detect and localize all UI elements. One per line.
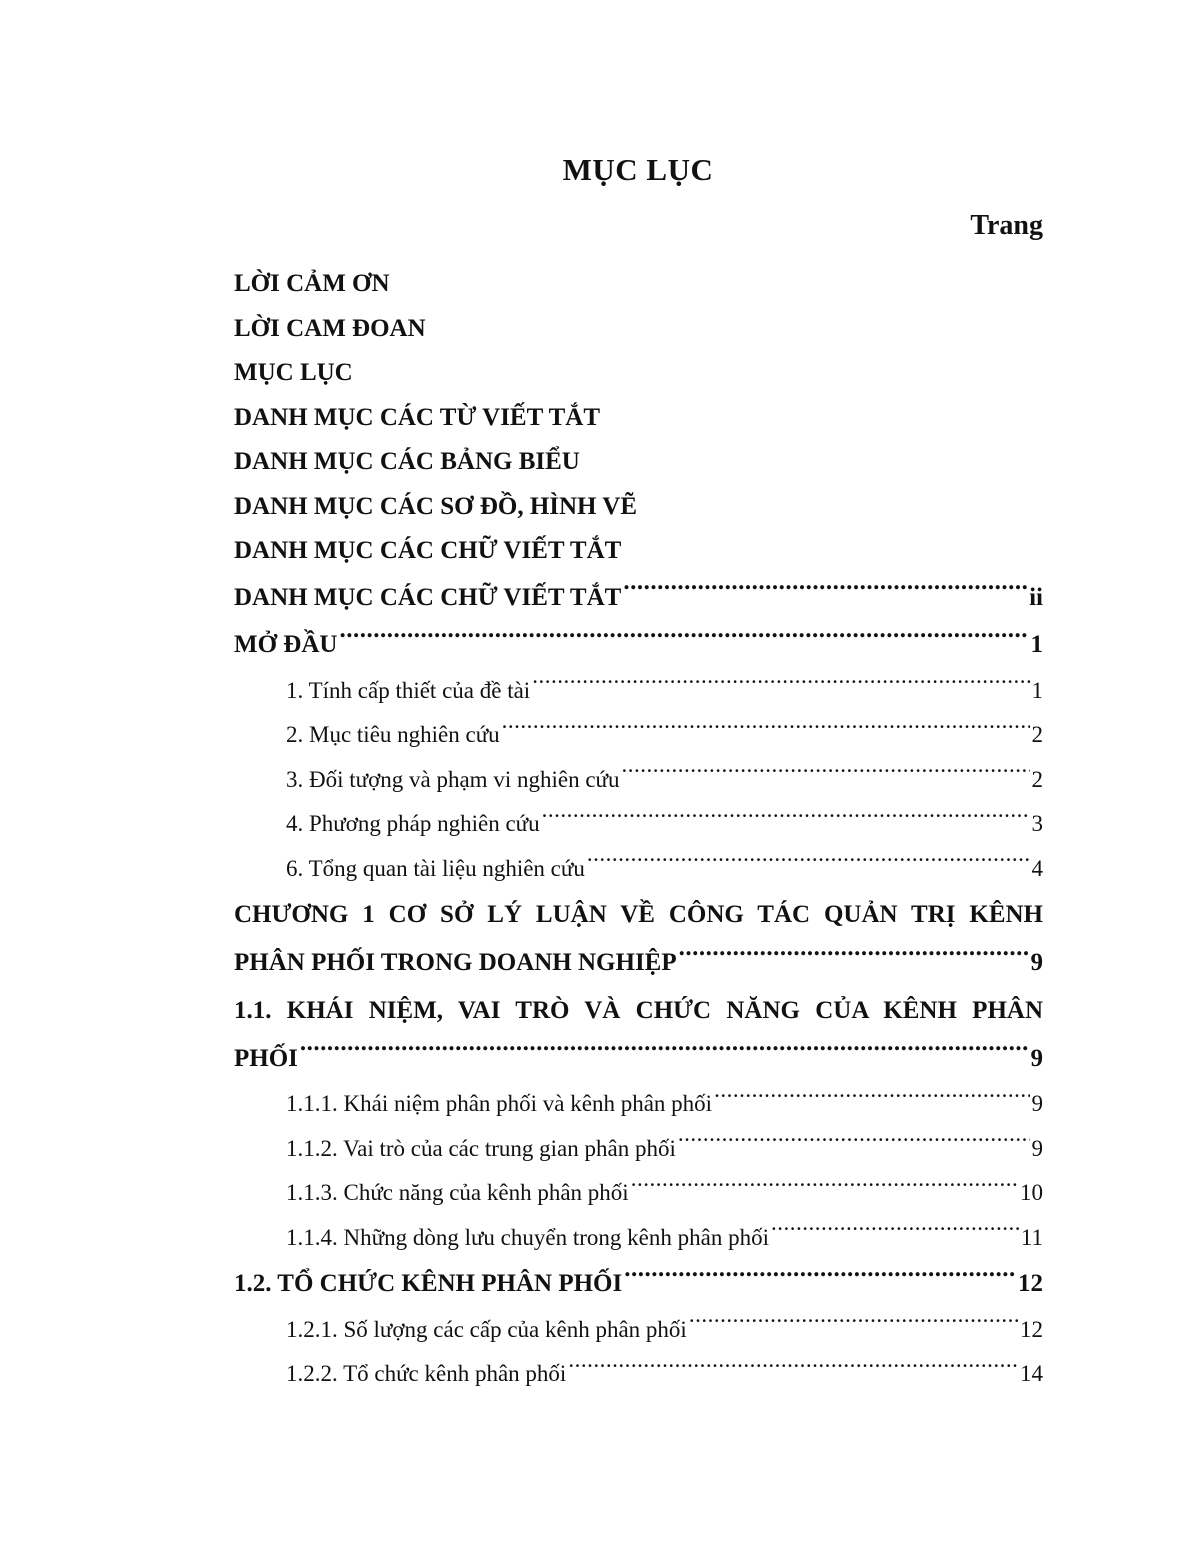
toc-entry-chuong-1-line2[interactable] (234, 939, 1043, 987)
toc-entry-muc-luc[interactable] (234, 351, 1043, 396)
toc-entry-text: DANH MỤC CÁC SƠ ĐỒ, HÌNH VẼ (234, 492, 638, 520)
dot-leader (300, 1041, 1029, 1066)
toc-page-number: 9 (1031, 1135, 1043, 1161)
toc-page-number: 10 (1020, 1180, 1043, 1205)
toc-entry-mo-dau[interactable] (234, 621, 1043, 669)
toc-page-number: ii (1029, 583, 1043, 611)
toc-page-number: 4 (1031, 855, 1043, 881)
toc-page-number: 9 (1030, 1044, 1043, 1072)
toc-entry-text: 1.1.4. Những dòng lưu chuyển trong kênh phân phối (286, 1224, 769, 1250)
dot-leader (502, 719, 1030, 742)
dot-leader (678, 1133, 1030, 1156)
dot-leader (339, 627, 1028, 652)
dot-leader (771, 1222, 1019, 1245)
toc-entry-danh-muc-chu-viet-tat-ii[interactable] (234, 574, 1043, 622)
toc-entry-danh-muc-so-do[interactable] (234, 485, 1043, 530)
dot-leader (623, 580, 1027, 605)
toc-page-number: 11 (1020, 1224, 1043, 1250)
toc-entry-text: 1.1.3. Chức năng của kênh phân phối (286, 1180, 629, 1205)
toc-entry-text: 6. Tổng quan tài liệu nghiên cứu (286, 855, 585, 881)
toc-entry-text: PHỐI (234, 1044, 298, 1072)
toc-entry-text: 1.2.1. Số lượng các cấp của kênh phân phối (286, 1316, 687, 1342)
toc-entry-2[interactable] (234, 713, 1043, 758)
toc-entry-chuong-1-line1[interactable]: CHƯƠNG 1 CƠ SỞ LÝ LUẬN VỀ CÔNG TÁC QUẢN TRỊ KÊNH (234, 901, 1043, 928)
page-column-header: Trang (970, 210, 1043, 241)
toc-entry-3[interactable] (234, 758, 1043, 803)
dot-leader (587, 853, 1030, 876)
toc-entry-1-1-line1[interactable]: 1.1. KHÁI NIỆM, VAI TRÒ VÀ CHỨC NĂNG CỦA KÊNH PHÂN (234, 996, 1043, 1024)
dot-leader (714, 1088, 1029, 1111)
toc-entry-1-2[interactable] (234, 1260, 1043, 1308)
toc-entry-1-1-3[interactable] (234, 1171, 1043, 1216)
toc-page-number: 1 (1030, 631, 1043, 658)
dot-leader (631, 1177, 1018, 1200)
toc-entry-text: 4. Phương pháp nghiên cứu (286, 811, 540, 836)
dot-leader (689, 1314, 1018, 1337)
table-of-contents (234, 262, 1043, 1397)
toc-page-number: 12 (1020, 1316, 1043, 1342)
toc-entry-text: 1.1.1. Khái niệm phân phối và kênh phân phối (286, 1091, 713, 1116)
toc-entry-1-1-4[interactable] (234, 1216, 1043, 1261)
toc-entry-1-2-1[interactable] (234, 1308, 1043, 1353)
dot-leader (568, 1358, 1018, 1381)
dot-leader (624, 1266, 1016, 1291)
toc-entry-text: LỜI CAM ĐOAN (234, 314, 426, 342)
toc-page-number: 14 (1020, 1361, 1043, 1386)
toc-entry-text: DANH MỤC CÁC CHỮ VIẾT TẮT (234, 583, 622, 611)
toc-entry-loi-cam-doan[interactable] (234, 307, 1043, 352)
toc-entry-text: DANH MỤC CÁC BẢNG BIỂU (234, 448, 580, 475)
toc-entry-text: DANH MỤC CÁC TỪ VIẾT TẮT (234, 403, 601, 431)
toc-entry-danh-muc-tu-viet-tat[interactable] (234, 396, 1043, 441)
toc-page-number: 2 (1031, 722, 1043, 747)
toc-entry-1-2-2[interactable] (234, 1352, 1043, 1397)
toc-entry-text: 1.1.2. Vai trò của các trung gian phân phối (286, 1135, 676, 1161)
toc-page-number: 9 (1030, 949, 1043, 976)
toc-page-number: 3 (1031, 811, 1043, 836)
toc-entry-1-1-line2[interactable] (234, 1035, 1043, 1083)
toc-entry-text: DANH MỤC CÁC CHỮ VIẾT TẮT (234, 537, 622, 564)
toc-entry-loi-cam-on[interactable] (234, 262, 1043, 307)
toc-entry-danh-muc-bang-bieu[interactable] (234, 440, 1043, 485)
toc-entry-text: LỜI CẢM ƠN (234, 270, 390, 297)
toc-entry-text: PHÂN PHỐI TRONG DOANH NGHIỆP (234, 949, 677, 976)
toc-entry-1-1-2[interactable] (234, 1127, 1043, 1172)
toc-entry-4[interactable] (234, 802, 1043, 847)
toc-entry-text: 1.2.2. Tổ chức kênh phân phối (286, 1361, 567, 1386)
page-title: MỤC LỤC (562, 152, 714, 187)
toc-page-number: 9 (1031, 1091, 1043, 1116)
dot-leader (542, 808, 1030, 831)
toc-entry-text: 1.2. TỔ CHỨC KÊNH PHÂN PHỐI (234, 1270, 623, 1297)
dot-leader (532, 675, 1029, 698)
toc-entry-6[interactable] (234, 847, 1043, 892)
dot-leader (679, 945, 1029, 970)
toc-page-number: 12 (1018, 1270, 1043, 1297)
toc-page-number: 2 (1031, 766, 1043, 792)
toc-entry-danh-muc-chu-viet-tat[interactable] (234, 529, 1043, 574)
toc-entry-text: MỞ ĐẦU (234, 631, 338, 658)
toc-entry-text: 3. Đối tượng và phạm vi nghiên cứu (286, 766, 620, 792)
toc-entry-text: 1. Tính cấp thiết của đề tài (286, 677, 531, 703)
toc-entry-1-1-1[interactable] (234, 1082, 1043, 1127)
toc-page-number: 1 (1031, 677, 1043, 703)
dot-leader (622, 764, 1030, 787)
toc-entry-1[interactable] (234, 669, 1043, 714)
toc-entry-text: 2. Mục tiêu nghiên cứu (286, 722, 500, 747)
toc-entry-text: MỤC LỤC (234, 359, 353, 386)
